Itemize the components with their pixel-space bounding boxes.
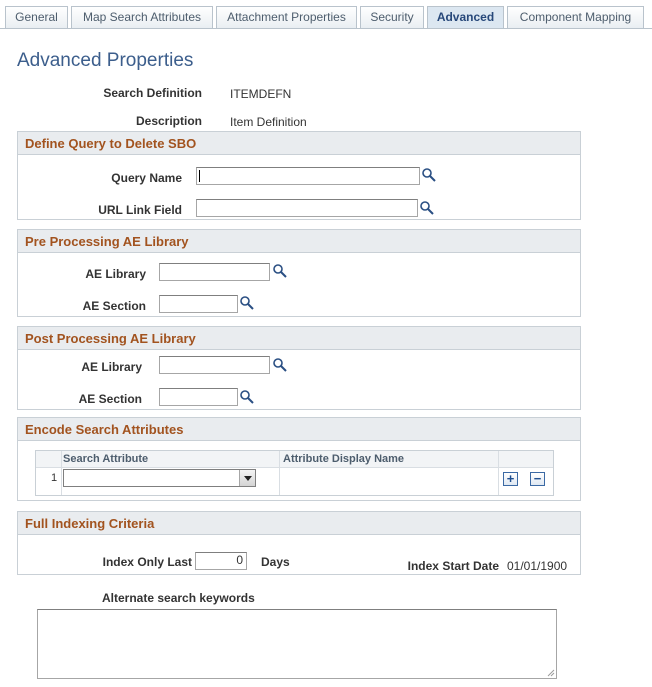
encode-attributes-grid [35,450,554,496]
section-header [18,132,580,155]
search-icon[interactable] [239,389,255,405]
index-only-last-label: Index Only Last [102,555,192,569]
text-cursor [199,170,200,182]
alternate-search-keywords-label: Alternate search keywords [102,591,255,605]
page-title: Advanced Properties [17,50,194,71]
alternate-search-keywords-textarea[interactable] [37,609,557,679]
search-icon[interactable] [239,295,255,311]
url-link-field-input[interactable] [196,199,418,217]
search-icon[interactable] [419,200,435,216]
section-header [18,418,580,441]
ae-library-label: AE Library [85,267,146,281]
section-header [18,230,580,253]
tab-general[interactable]: General [5,6,68,28]
description-label: Description [135,114,202,128]
post-ae-section-input[interactable] [159,388,238,406]
search-definition-label: Search Definition [103,86,202,100]
ae-library-label: AE Library [81,360,142,374]
pre-ae-library-input[interactable] [159,263,270,281]
tab-security[interactable]: Security [360,6,424,28]
resize-grip-icon[interactable] [545,667,555,677]
search-icon[interactable] [272,263,288,279]
tab-divider [0,28,652,29]
days-label: Days [261,555,290,569]
grid-divider [279,451,280,495]
index-start-date-value: 01/01/1900 [507,559,568,573]
url-link-field-label: URL Link Field [98,203,182,217]
ae-section-label: AE Section [82,299,146,313]
tab-map-search-attributes[interactable]: Map Search Attributes [71,6,213,28]
delete-row-button[interactable] [530,472,545,486]
search-definition-value: ITEMDEFN [230,87,292,101]
chevron-down-icon[interactable] [239,470,255,486]
search-icon[interactable] [421,167,437,183]
section-header [18,327,580,350]
grid-header [36,451,553,468]
tab-component-mapping[interactable]: Component Mapping [507,6,644,28]
encode-search-attributes-section [17,417,581,501]
section-title: Post Processing AE Library [25,331,196,346]
section-title: Pre Processing AE Library [25,234,189,249]
row-number: 1 [51,472,58,484]
full-indexing-section [17,511,581,575]
index-only-last-input[interactable]: 0 [195,552,247,570]
column-header-attribute-display-name[interactable]: Attribute Display Name [283,453,405,465]
pre-ae-section-input[interactable] [159,295,238,313]
search-attribute-select[interactable] [63,469,256,487]
query-name-label: Query Name [111,171,182,185]
grid-divider [61,451,62,495]
section-title: Full Indexing Criteria [25,516,155,531]
tab-advanced[interactable]: Advanced [427,6,504,29]
pre-processing-section [17,229,581,317]
query-name-input[interactable] [196,167,420,185]
column-header-search-attribute[interactable]: Search Attribute [63,453,149,465]
add-row-button[interactable] [503,472,518,486]
section-header [18,512,580,535]
minus-icon: − [533,471,542,486]
tab-bar [0,0,652,29]
section-title: Encode Search Attributes [25,422,184,437]
index-start-date-label: Index Start Date [407,559,499,573]
search-icon[interactable] [272,357,288,373]
tab-attachment-properties[interactable]: Attachment Properties [216,6,357,28]
post-ae-library-input[interactable] [159,356,270,374]
section-title: Define Query to Delete SBO [25,136,197,151]
plus-icon: + [506,471,515,486]
description-value: Item Definition [230,115,307,129]
delete-query-section [17,131,581,220]
post-processing-section [17,326,581,410]
ae-section-label: AE Section [78,392,142,406]
grid-divider [498,451,499,495]
